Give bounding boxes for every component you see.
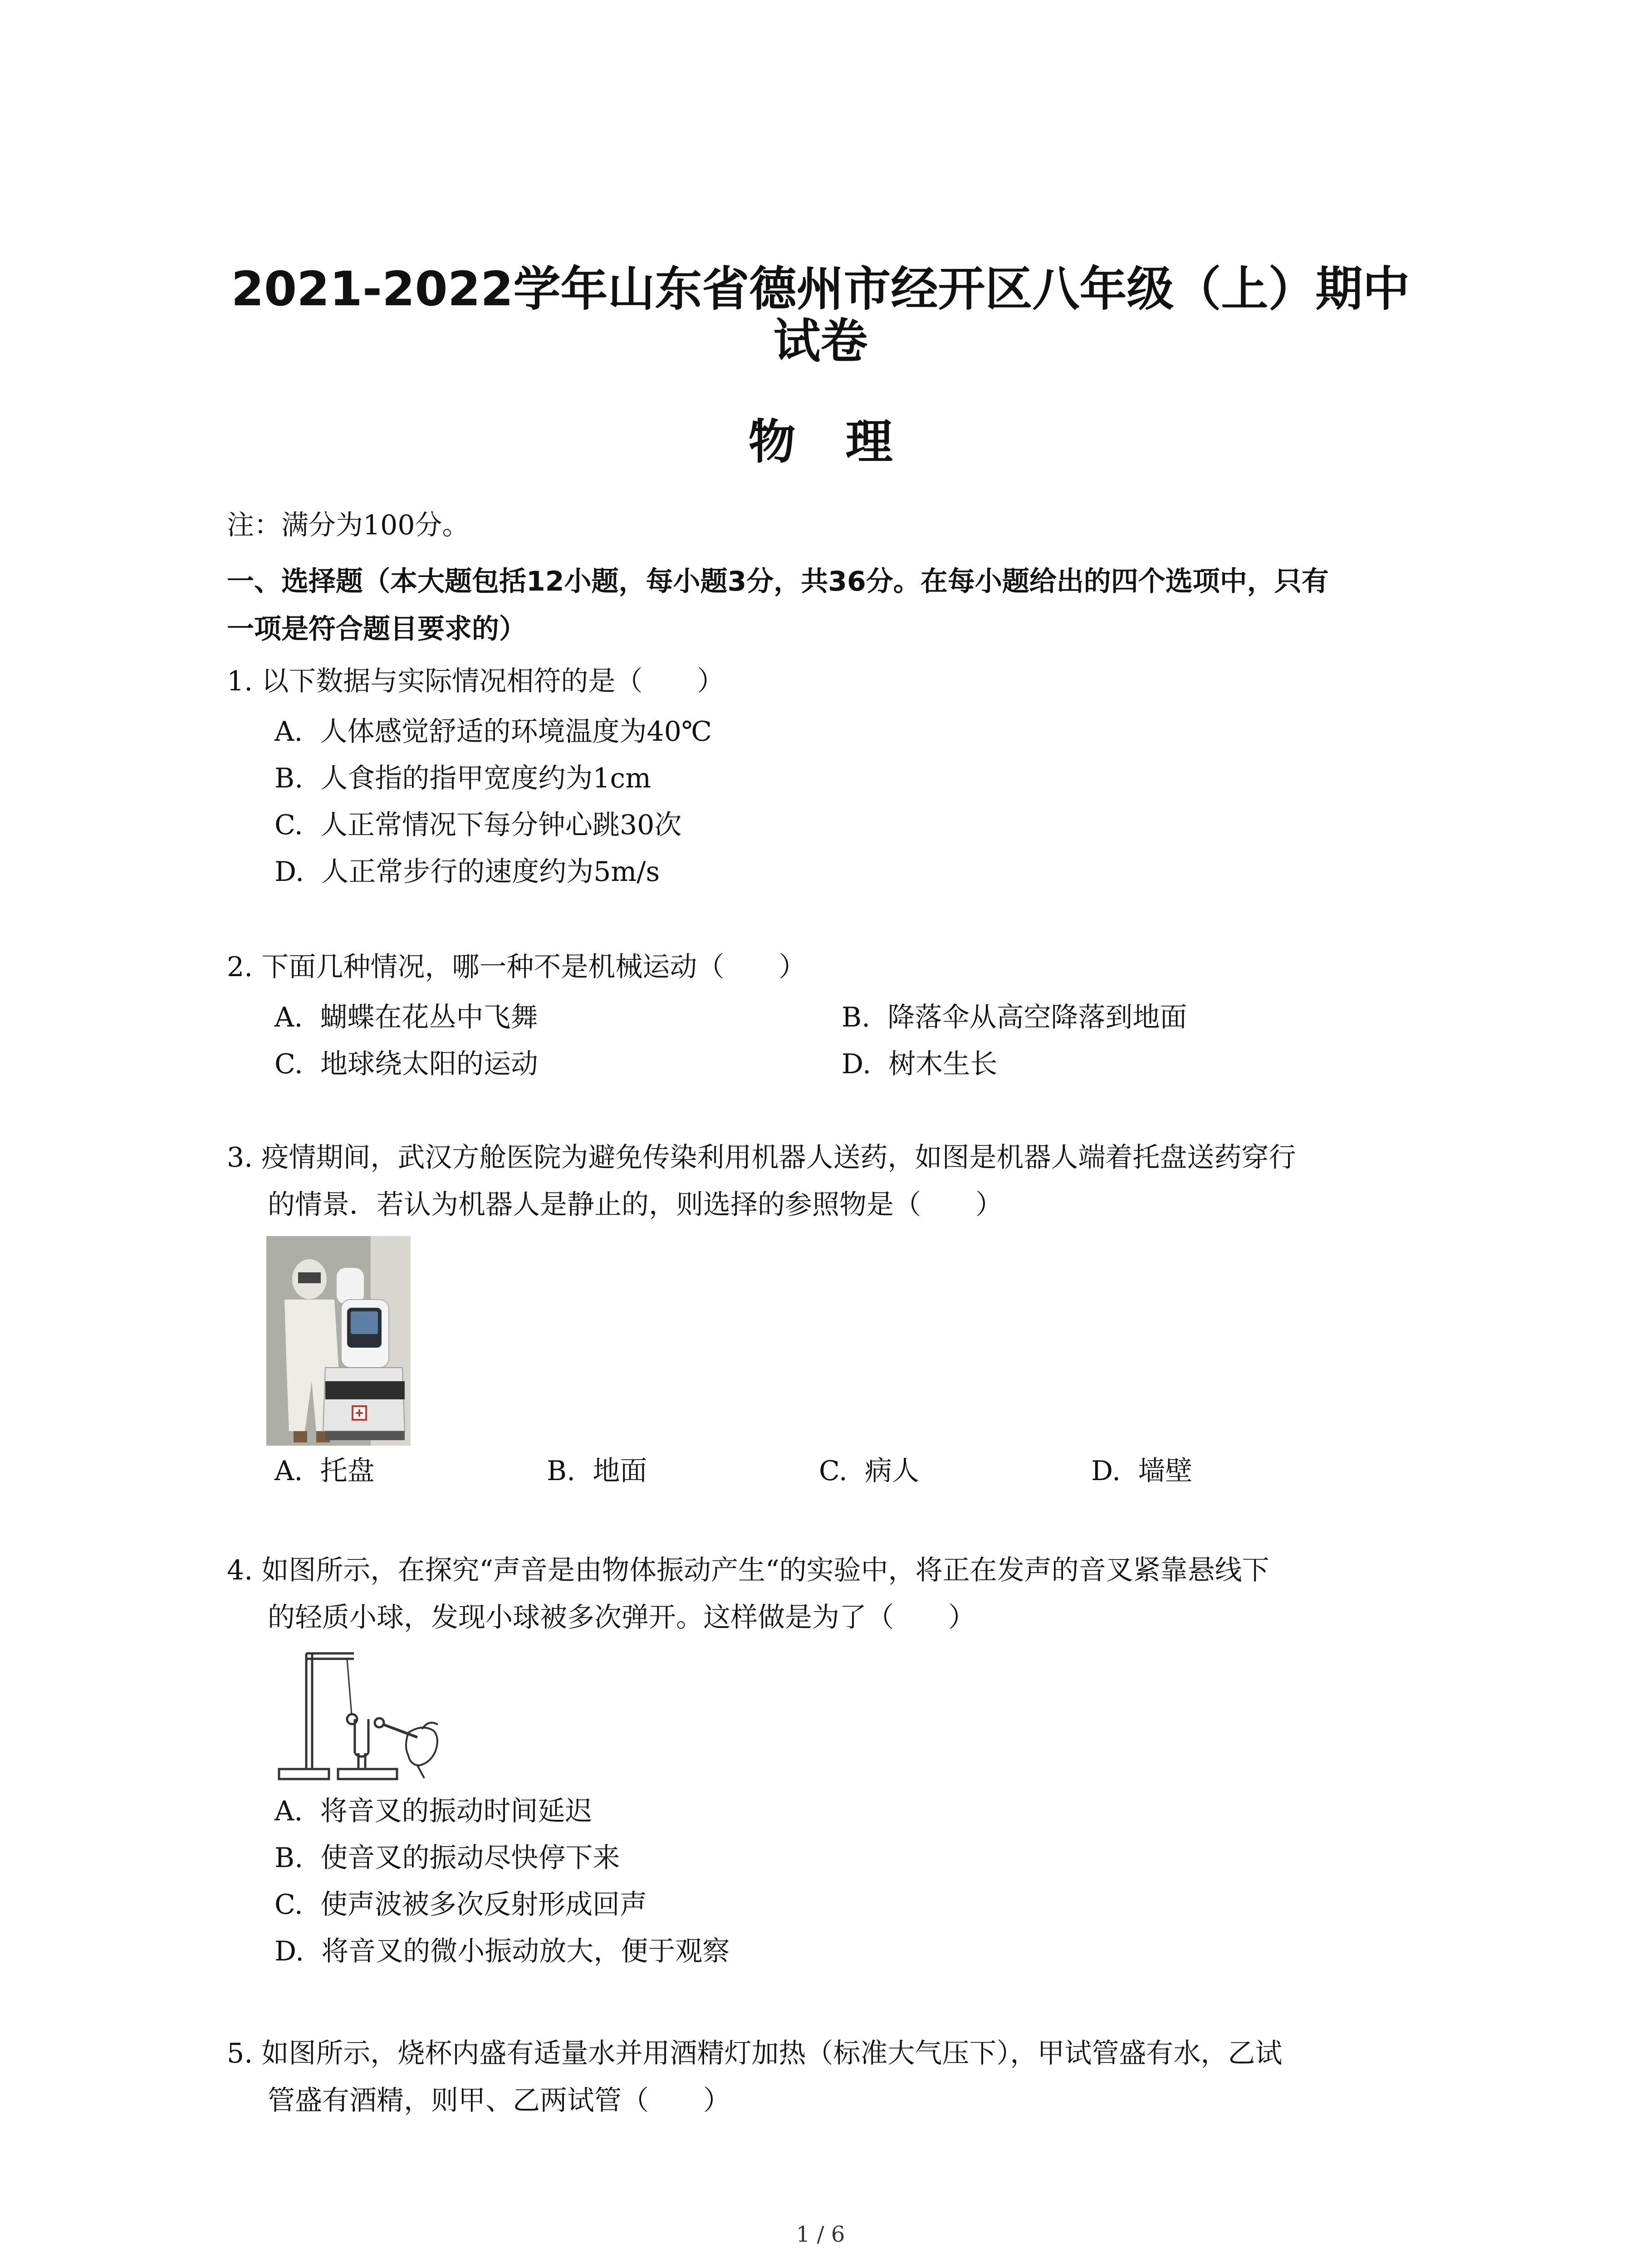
- q1-option-c: C. 人正常情况下每分钟心跳30次: [274, 809, 682, 841]
- q4-option-b: B. 使音叉的振动尽快停下来: [274, 1842, 620, 1874]
- q4-option-a: A. 将音叉的振动时间延迟: [274, 1795, 593, 1827]
- question-stem-line1: 如图所示，烧杯内盛有适量水并用酒精灯加热（标准大气压下），甲试管盛有水，乙试: [261, 2038, 1283, 2069]
- subject-heading: 物理: [748, 414, 943, 469]
- q1-option-b: B. 人食指的指甲宽度约为1cm: [274, 763, 651, 794]
- question-stem-line1: 如图所示，在探究“声音是由物体振动产生“的实验中，将正在发声的音叉紧靠悬线下: [261, 1554, 1269, 1586]
- q1-option-a: A. 人体感觉舒适的环境温度为40℃: [274, 716, 712, 748]
- q1-option-d: D. 人正常步行的速度约为5m/s: [274, 856, 660, 888]
- page-number: 1 / 6: [796, 2222, 845, 2247]
- question-number: 4.: [227, 1554, 253, 1586]
- q4-option-d: D. 将音叉的微小振动放大，便于观察: [274, 1936, 730, 1967]
- robot-delivery-photo: [266, 1236, 411, 1446]
- question-5: [227, 2030, 1452, 2124]
- q3-option-a: A. 托盘: [274, 1455, 375, 1487]
- question-stem: 以下数据与实际情况相符的是（ ）: [261, 665, 725, 697]
- question-number: 2.: [227, 951, 253, 983]
- section-heading-line1: 一、选择题（本大题包括12小题，每小题3分，共36分。在每小题给出的四个选项中，只有: [227, 566, 1329, 597]
- tuning-fork-diagram: [272, 1647, 454, 1787]
- question-number: 3.: [227, 1142, 253, 1173]
- q2-option-a: A. 蝴蝶在花丛中飞舞: [274, 1002, 538, 1033]
- question-3: [227, 1134, 1452, 1228]
- question-number: 5.: [227, 2038, 253, 2069]
- exam-title-line1: 2021-2022学年山东省德州市经开区八年级（上）期中: [231, 261, 1410, 317]
- q3-option-c: C. 病人: [819, 1455, 919, 1487]
- exam-title-line2: 试卷: [773, 313, 868, 369]
- q2-option-c: C. 地球绕太阳的运动: [274, 1048, 538, 1080]
- question-1: [227, 658, 1452, 705]
- q3-option-d: D. 墙壁: [1091, 1455, 1193, 1487]
- question-2: [227, 943, 1452, 991]
- question-stem-line2: 的情景．若认为机器人是静止的，则选择的参照物是（ ）: [268, 1189, 1003, 1221]
- question-number: 1.: [227, 665, 253, 697]
- question-stem-line1: 疫情期间，武汉方舱医院为避免传染利用机器人送药，如图是机器人端着托盘送药穿行: [261, 1142, 1296, 1173]
- q2-option-b: B. 降落伞从高空降落到地面: [842, 1002, 1187, 1033]
- section-heading-line2: 一项是符合题目要求的）: [227, 613, 526, 645]
- question-stem-line2: 的轻质小球，发现小球被多次弹开。这样做是为了（ ）: [268, 1602, 975, 1633]
- q4-option-c: C. 使声波被多次反射形成回声: [274, 1889, 647, 1921]
- question-4: [227, 1547, 1452, 1641]
- q3-option-b: B. 地面: [547, 1455, 647, 1487]
- question-stem: 下面几种情况，哪一种不是机械运动（ ）: [261, 951, 806, 983]
- score-note: 注：满分为100分。: [227, 509, 470, 541]
- question-stem-line2: 管盛有酒精，则甲、乙两试管（ ）: [268, 2085, 730, 2116]
- q2-option-d: D. 树木生长: [842, 1048, 998, 1080]
